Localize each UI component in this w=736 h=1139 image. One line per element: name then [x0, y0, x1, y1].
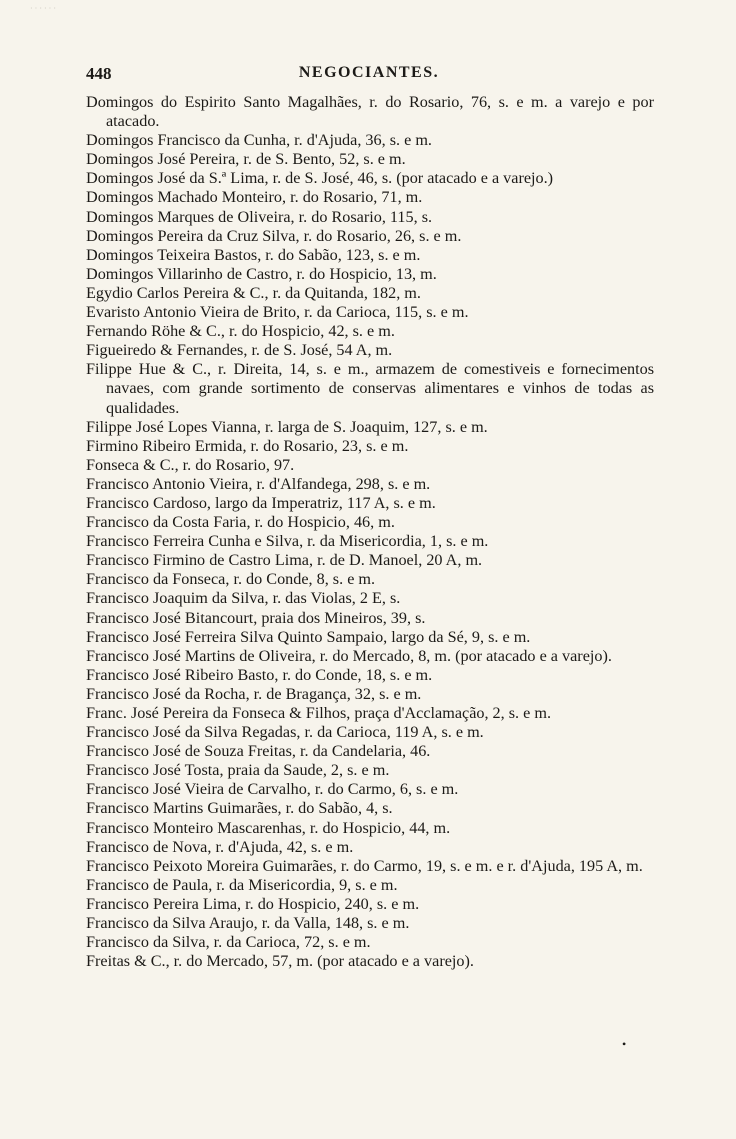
merchant-entry: Francisco de Nova, r. d'Ajuda, 42, s. e m. [86, 837, 354, 856]
merchant-entry: Francisco José Bitancourt, praia dos Mineiros, 39, s. [86, 608, 426, 627]
running-title: NEGOCIANTES. [298, 64, 440, 81]
merchant-entry: Fernando Röhe & C., r. do Hospicio, 42, s. e m. [86, 322, 395, 341]
merchant-entry: Francisco José da Silva Regadas, r. da Carioca, 119 A, s. e m. [86, 723, 484, 742]
merchant-entry: Firmino Ribeiro Ermida, r. do Rosario, 23, s. e m. [86, 436, 409, 455]
merchant-entry: Francisco José Ribeiro Basto, r. do Conde, 18, s. e m. [86, 665, 433, 684]
merchant-entry: Domingos Francisco da Cunha, r. d'Ajuda, 36, s. e m. [86, 131, 432, 150]
merchant-entry: Filippe Hue & C., r. Direita, 14, s. e m., armazem de comestiveis e fornecimentos navaes, com grande sortimento de conservas alimentares e vinhos de todas as qualidades. [86, 360, 654, 417]
merchant-entry: Francisco José Vieira de Carvalho, r. do Carmo, 6, s. e m. [86, 780, 459, 799]
merchant-entry: Francisco Peixoto Moreira Guimarães, r. do Carmo, 19, s. e m. e r. d'Ajuda, 195 A, m. [86, 856, 643, 875]
merchant-entry: Francisco José Ferreira Silva Quinto Sampaio, largo da Sé, 9, s. e m. [86, 627, 531, 646]
merchant-entry: Francisco Firmino de Castro Lima, r. de D. Manoel, 20 A, m. [86, 551, 483, 570]
merchant-entry: Domingos José da S.ª Lima, r. de S. José, 46, s. (por atacado e a varejo.) [86, 169, 554, 188]
printer-mark: • [622, 1037, 627, 1051]
merchant-list [86, 93, 654, 971]
merchant-entry: Francisco Ferreira Cunha e Silva, r. da Misericordia, 1, s. e m. [86, 532, 489, 551]
merchant-entry: Francisco da Silva Araujo, r. da Valla, 148, s. e m. [86, 914, 410, 933]
merchant-entry: Domingos José Pereira, r. de S. Bento, 52, s. e m. [86, 150, 406, 169]
merchant-entry: Domingos Teixeira Bastos, r. do Sabão, 123, s. e m. [86, 245, 421, 264]
merchant-entry: Francisco da Fonseca, r. do Conde, 8, s. e m. [86, 570, 376, 589]
merchant-entry: Fonseca & C., r. do Rosario, 97. [86, 455, 295, 474]
merchant-entry: Francisco José Tosta, praia da Saude, 2, s. e m. [86, 761, 390, 780]
merchant-entry: Domingos Marques de Oliveira, r. do Rosario, 115, s. [86, 207, 433, 226]
merchant-entry: Francisco Joaquim da Silva, r. das Violas, 2 E, s. [86, 589, 401, 608]
scan-artifact: · · · · · · [30, 4, 56, 13]
merchant-entry: Francisco Antonio Vieira, r. d'Alfandega, 298, s. e m. [86, 474, 431, 493]
merchant-entry: Francisco José da Rocha, r. de Bragança, 32, s. e m. [86, 684, 422, 703]
merchant-entry: Domingos do Espirito Santo Magalhães, r. do Rosario, 76, s. e m. a varejo e por atacado. [86, 93, 654, 131]
merchant-entry: Francisco Cardoso, largo da Imperatriz, 117 A, s. e m. [86, 493, 436, 512]
page-header [86, 64, 652, 86]
page-number: 448 [86, 64, 112, 83]
merchant-entry: Francisco da Costa Faria, r. do Hospicio, 46, m. [86, 513, 395, 532]
merchant-entry: Franc. José Pereira da Fonseca & Filhos, praça d'Acclamação, 2, s. e m. [86, 704, 552, 722]
merchant-entry: Evaristo Antonio Vieira de Brito, r. da Carioca, 115, s. e m. [86, 303, 469, 322]
merchant-entry: Domingos Pereira da Cruz Silva, r. do Rosario, 26, s. e m. [86, 226, 462, 245]
merchant-entry: Francisco da Silva, r. da Carioca, 72, s. e m. [86, 933, 371, 952]
merchant-entry: Francisco Pereira Lima, r. do Hospicio, 240, s. e m. [86, 894, 420, 913]
merchant-entry: Domingos Machado Monteiro, r. do Rosario, 71, m. [86, 188, 423, 207]
merchant-entry: Francisco de Paula, r. da Misericordia, 9, s. e m. [86, 875, 398, 894]
merchant-entry: Egydio Carlos Pereira & C., r. da Quitanda, 182, m. [86, 283, 421, 302]
merchant-entry: Francisco Monteiro Mascarenhas, r. do Hospicio, 44, m. [86, 818, 451, 837]
merchant-entry: Francisco José de Souza Freitas, r. da Candelaria, 46. [86, 742, 431, 761]
merchant-entry: Francisco Martins Guimarães, r. do Sabão, 4, s. [86, 799, 393, 818]
merchant-entry: Freitas & C., r. do Mercado, 57, m. (por atacado e a varejo). [86, 952, 474, 971]
merchant-entry: Filippe José Lopes Vianna, r. larga de S. Joaquim, 127, s. e m. [86, 417, 488, 436]
merchant-entry: Domingos Villarinho de Castro, r. do Hospicio, 13, m. [86, 264, 437, 283]
merchant-entry: Francisco José Martins de Oliveira, r. do Mercado, 8, m. (por atacado e a varejo). [86, 646, 612, 665]
merchant-entry: Figueiredo & Fernandes, r. de S. José, 54 A, m. [86, 341, 393, 360]
